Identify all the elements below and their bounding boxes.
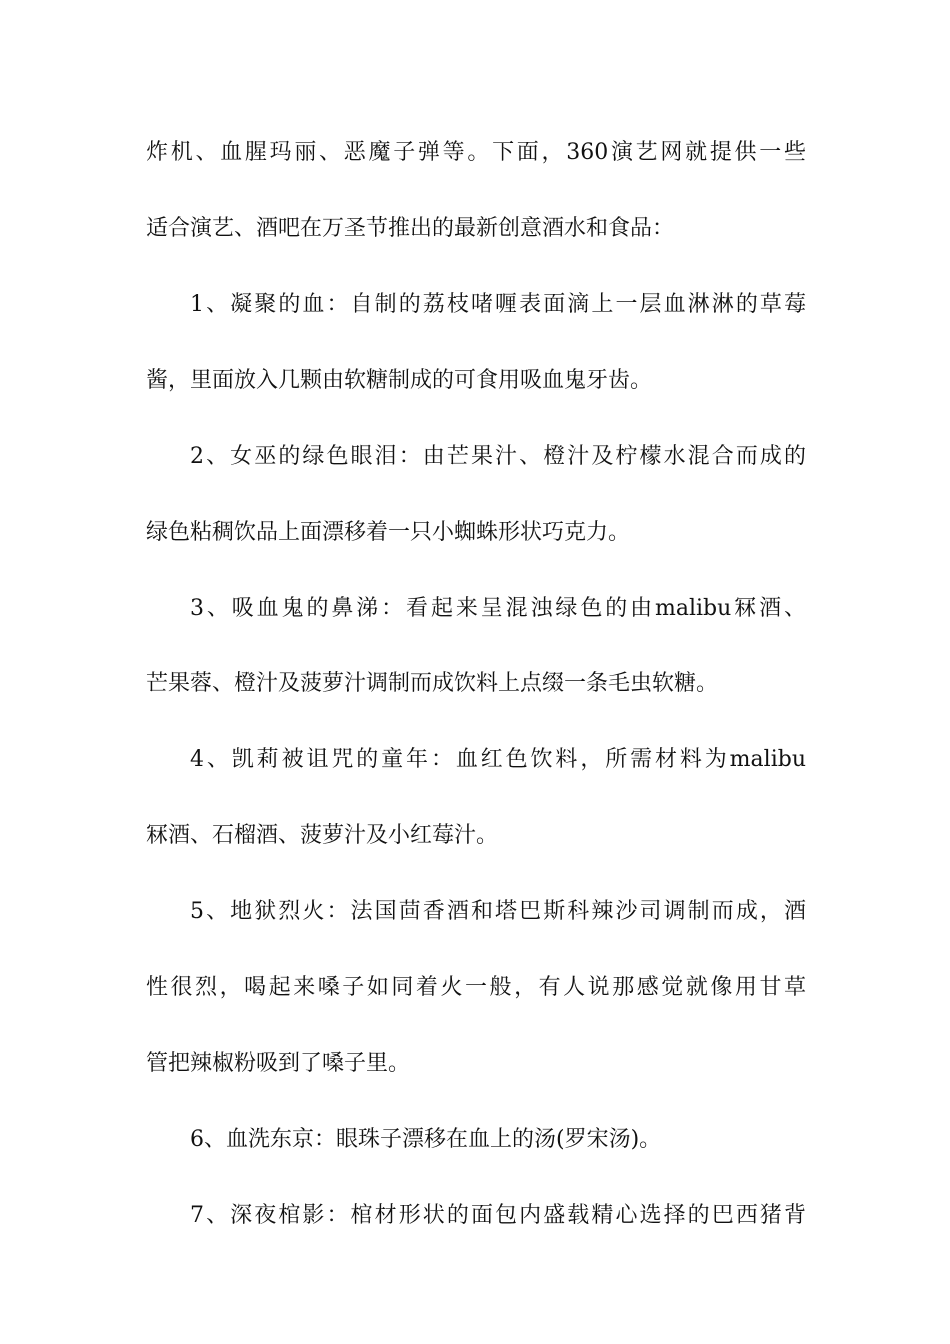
text-line-4: 酱，里面放入几颗由软糖制成的可食用吸血鬼牙齿。: [146, 368, 653, 393]
text-line-1: 炸机、血腥玛丽、恶魔子弹等。下面，360演艺网就提供一些: [146, 140, 806, 165]
text-line-11: 5、地狱烈火：法国茴香酒和塔巴斯科辣沙司调制而成，酒: [190, 899, 806, 924]
text-line-14: 6、血洗东京：眼珠子漂移在血上的汤(罗宋汤)。: [190, 1127, 662, 1152]
text-line-15: 7、深夜棺影：棺材形状的面包内盛载精心选择的巴西猪背: [190, 1203, 806, 1228]
text-line-6: 绿色粘稠饮品上面漂移着一只小蜘蛛形状巧克力。: [146, 520, 631, 545]
text-line-8: 芒果蓉、橙汁及菠萝汁调制而成饮料上点缀一条毛虫软糖。: [146, 671, 719, 696]
text-line-12: 性很烈，喝起来嗓子如同着火一般，有人说那感觉就像用甘草: [146, 975, 806, 1000]
text-line-2: 适合演艺、酒吧在万圣节推出的最新创意酒水和食品：: [146, 216, 675, 241]
text-line-5: 2、女巫的绿色眼泪：由芒果汁、橙汁及柠檬水混合而成的: [190, 444, 806, 469]
text-line-13: 管把辣椒粉吸到了嗓子里。: [146, 1051, 411, 1076]
text-line-9: 4、凯莉被诅咒的童年：血红色饮料，所需材料为malibu: [190, 747, 806, 772]
text-line-7: 3、吸血鬼的鼻涕：看起来呈混浊绿色的由malibu冧酒、: [190, 596, 806, 621]
text-line-3: 1、凝聚的血：自制的荔枝啫喱表面滴上一层血淋淋的草莓: [190, 292, 806, 317]
text-line-10: 冧酒、石榴酒、菠萝汁及小红莓汁。: [146, 823, 499, 848]
